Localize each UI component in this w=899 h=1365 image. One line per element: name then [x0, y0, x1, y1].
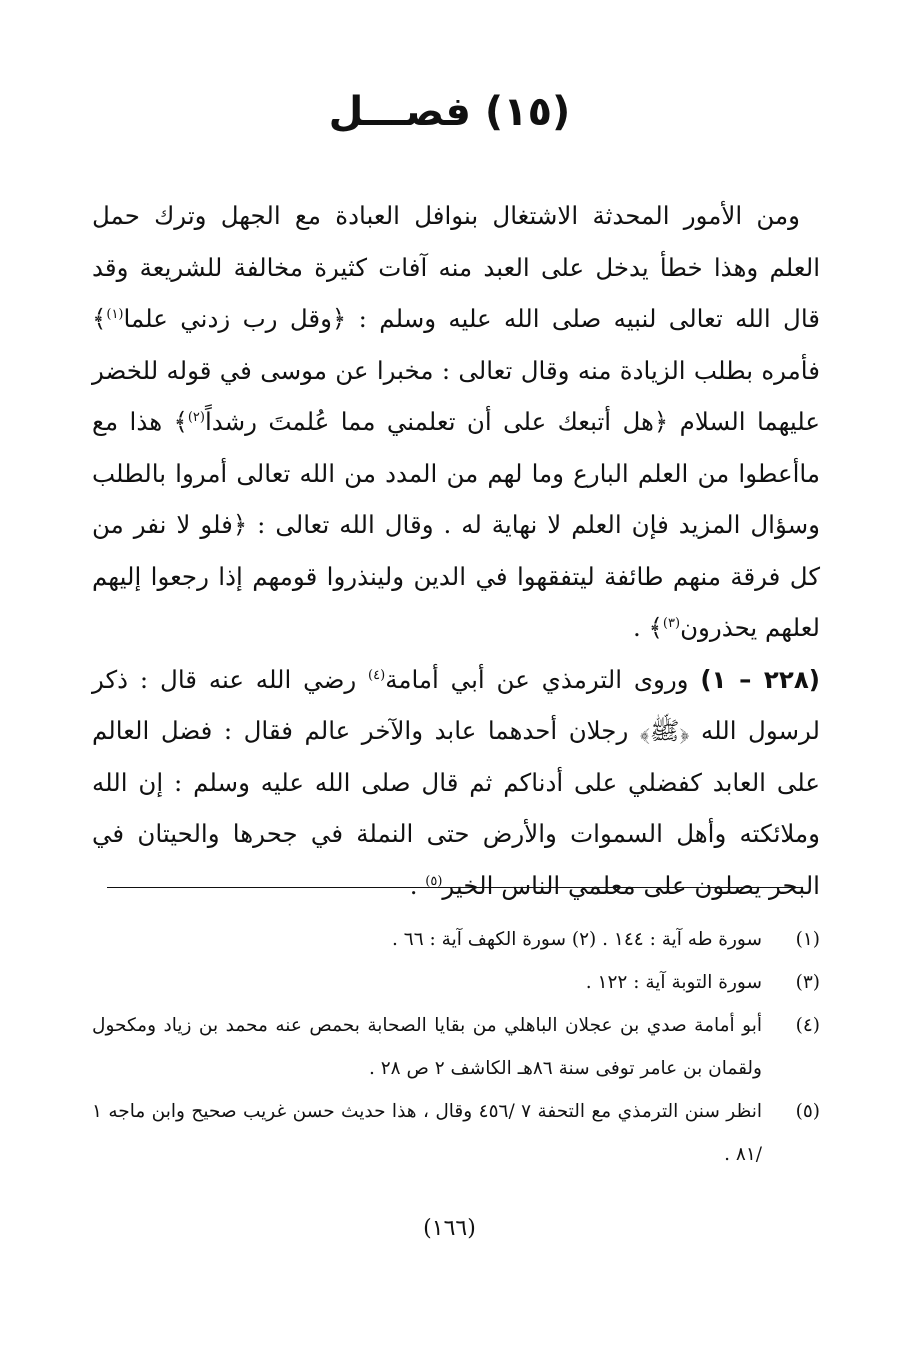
- footnote-number: (٤): [795, 1015, 820, 1036]
- footnote-text: سورة طه آية : ١٤٤ . (٢) سورة الكهف آية : ٦٦ .: [392, 929, 762, 950]
- footnote-marker[interactable]: (٣): [662, 615, 681, 631]
- footnote-marker[interactable]: (٢): [187, 409, 205, 425]
- footnote-item: [92, 918, 820, 961]
- text-segment: ﴾ فأمره بطلب الزيادة منه وقال تعالى : مخبرا عن موسى في قوله للخضر عليهما السلام ﴿هل أتبعك على أن تعلمني مما عُلمتَ رشداً: [92, 304, 820, 436]
- text-segment: وروى الترمذي عن أبي أمامة: [385, 664, 701, 694]
- text-segment: ﴾ هذا مع ماأعطوا من العلم البارع وما لهم من المدد من الله تعالى أمروا بالطلب وسؤال المزيد فإن العلم لا نهاية له . وقال الله تعالى : ﴿فلو لا نفر من كل فرقة منهم طائفة ليتفقهوا في الدين ولينذروا قومهم إذا رجعوا إليهم لعلهم يحذرون: [92, 407, 820, 642]
- text-segment: ﴾ .: [632, 613, 663, 642]
- footnote-item: [92, 1004, 820, 1090]
- footnote-marker[interactable]: (٥): [425, 873, 443, 889]
- page-number: (١٦٦): [423, 1216, 476, 1241]
- footnote-text: أبو أمامة صدي بن عجلان الباهلي من بقايا الصحابة بحمص عنه محمد بن زياد ومكحول ولقمان بن عامر توفى سنة ٨٦هـ الكاشف ٢ ص ٢٨ .: [92, 1015, 762, 1079]
- footnote-divider: [107, 887, 803, 888]
- main-text: [92, 190, 820, 911]
- footnote-number: (١): [795, 929, 820, 950]
- footnote-marker[interactable]: (١): [106, 306, 124, 322]
- footnote-text: انظر سنن الترمذي مع التحفة ٧ /٤٥٦ وقال ، هذا حديث حسن غريب صحيح وابن ماجه ١ /٨١ .: [92, 1101, 762, 1165]
- footnote-marker[interactable]: (٤): [368, 667, 386, 683]
- text-segment: ومن الأمور المحدثة الاشتغال بنوافل العبادة مع الجهل وترك حمل العلم وهذا خطأ يدخل على العبد منه آفات كثيرة مخالفة للشريعة وقد قال الله تعالى لنبيه صلى الله عليه وسلم : ﴿وقل رب زدني علما: [92, 201, 820, 333]
- hadith-number: (٢٢٨ – ١): [700, 664, 820, 694]
- footnote-item: [92, 1090, 820, 1176]
- footnotes-section: [92, 918, 820, 1176]
- hadith-paragraph: [92, 654, 820, 912]
- footnote-item: [92, 961, 820, 1004]
- intro-paragraph: [92, 190, 820, 654]
- footnote-number: (٥): [795, 1101, 820, 1122]
- section-heading: (١٥) فصـــل: [328, 89, 571, 135]
- footnote-text: سورة التوبة آية : ١٢٢ .: [585, 972, 762, 993]
- footnote-number: (٣): [795, 972, 820, 993]
- text-segment: رضي الله عنه قال : ذكر لرسول الله ﴿ﷺ﴾ رجلان أحدهما عابد والآخر عالم فقال : فضل العالم على العابد كفضلي على أدناكم ثم قال صلى الله عليه وسلم : إن الله وملائكته وأهل السموات والأرض حتى النملة في جحرها والحيتان في البحر يصلون على معلمي الناس الخير: [92, 664, 820, 900]
- text-segment: .: [409, 870, 426, 900]
